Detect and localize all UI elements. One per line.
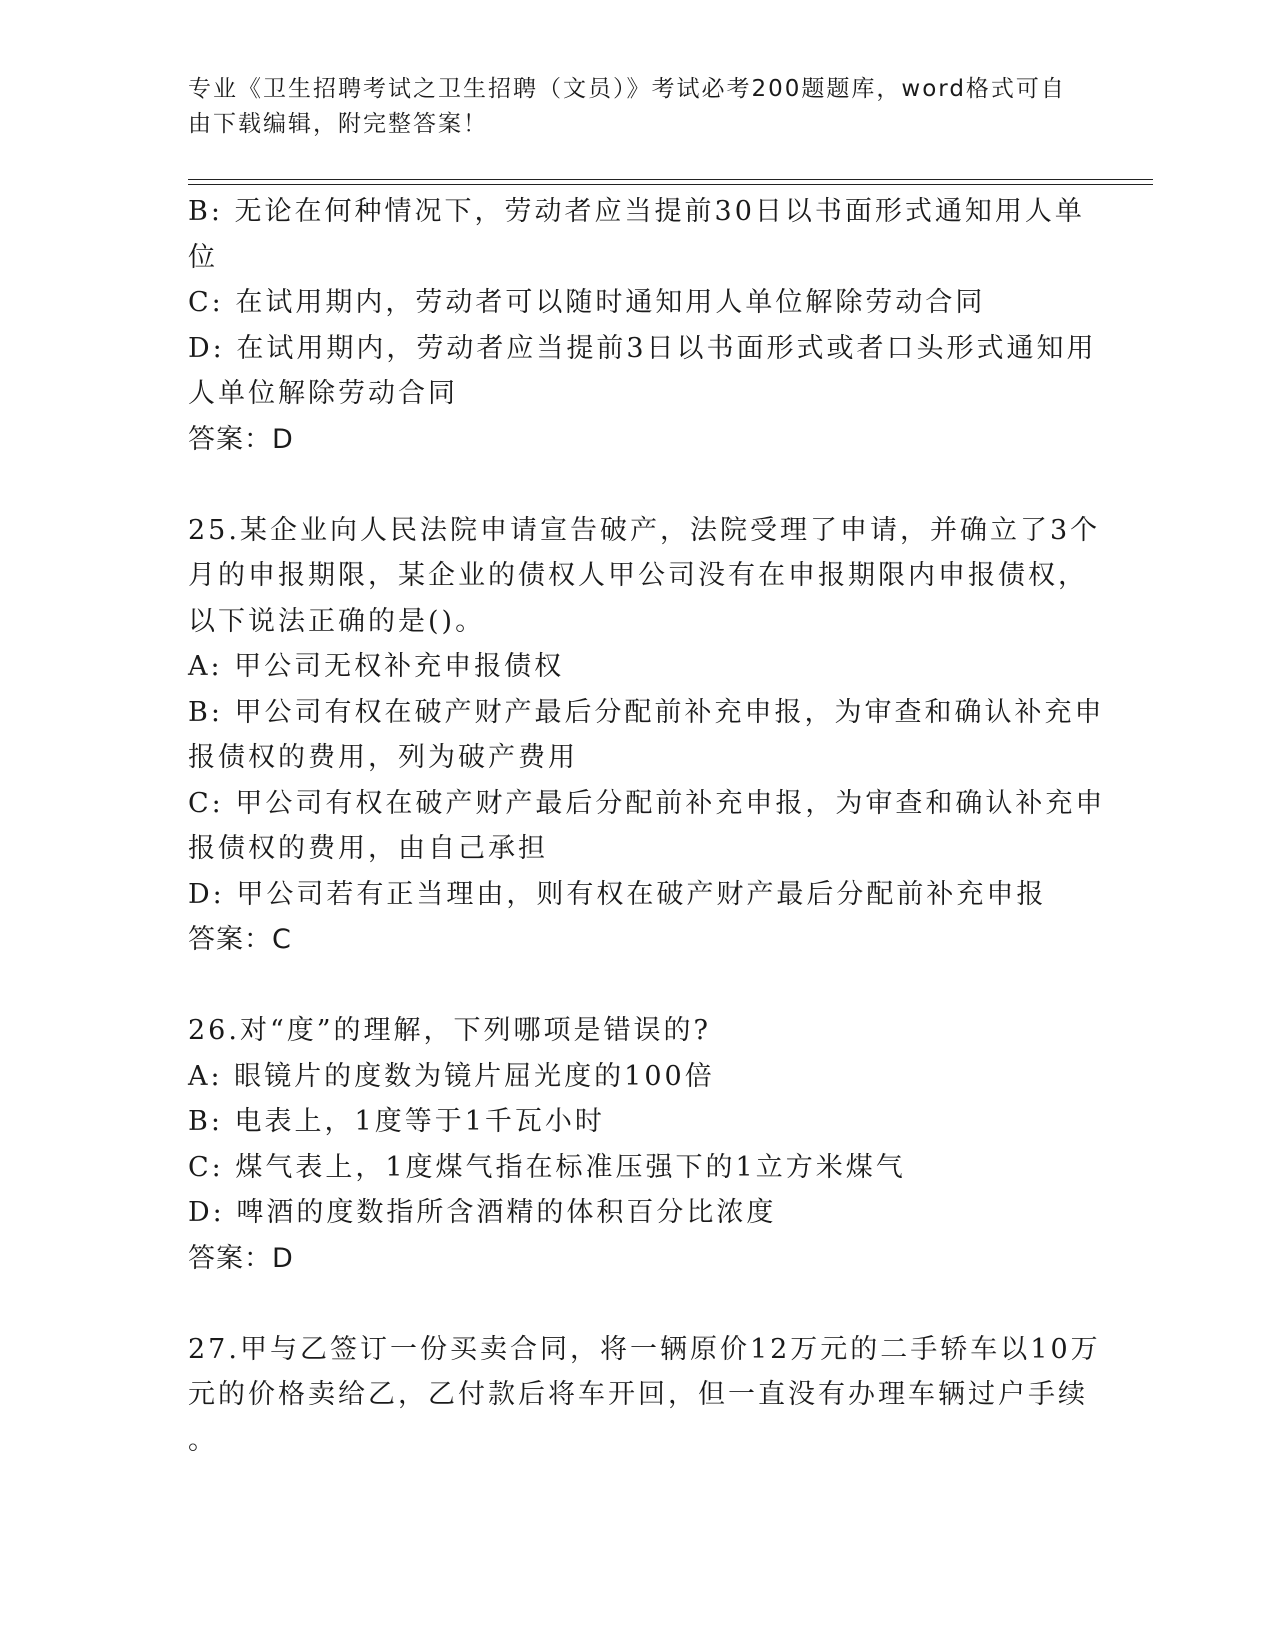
option-b: B: 无论在何种情况下，劳动者应当提前30日以书面形式通知用人单 [188, 196, 1085, 227]
spacer [188, 1281, 1078, 1327]
question-block-27 [188, 1327, 1101, 1464]
option-c-continued: 报债权的费用，由自己承担 [188, 833, 548, 864]
spacer [188, 462, 1078, 508]
option-d: D: 在试用期内，劳动者应当提前3日以书面形式或者口头形式通知用 [188, 332, 1097, 364]
header-line-2: 由下载编辑，附完整答案！ [188, 111, 488, 137]
question-block-25 [188, 508, 1106, 963]
question-stem: 26.对“度”的理解，下列哪项是错误的? [188, 1015, 712, 1046]
question-block-26 [188, 1008, 1078, 1281]
option-c: C: 甲公司有权在破产财产最后分配前补充申报，为审查和确认补充申 [188, 787, 1106, 819]
option-b: B: 电表上，1度等于1千瓦小时 [188, 1106, 605, 1137]
option-d: D: 甲公司若有正当理由，则有权在破产财产最后分配前补充申报 [188, 878, 1047, 910]
question-stem: 25.某企业向人民法院申请宣告破产，法院受理了申请，并确立了3个 [188, 514, 1101, 546]
answer-label: 答案：D [188, 423, 294, 455]
option-c: C: 煤气表上，1度煤气指在标准压强下的1立方米煤气 [188, 1151, 906, 1183]
option-a: A: 眼镜片的度数为镜片屈光度的100倍 [188, 1060, 715, 1092]
header-divider-top [188, 179, 1153, 180]
question-stem-continued: 月的申报期限，某企业的债权人甲公司没有在申报期限内申报债权， [188, 560, 1088, 591]
spacer [188, 963, 1078, 1009]
option-b-continued: 报债权的费用，列为破产费用 [188, 742, 578, 773]
question-stem-continued: 元的价格卖给乙，乙付款后将车开回，但一直没有办理车辆过户手续 [188, 1379, 1088, 1410]
question-stem: 27.甲与乙签订一份买卖合同，将一辆原价12万元的二手轿车以10万 [188, 1333, 1101, 1365]
option-d: D: 啤酒的度数指所含酒精的体积百分比浓度 [188, 1197, 777, 1228]
answer-label: 答案：C [188, 924, 292, 955]
answer-label: 答案：D [188, 1242, 294, 1274]
question-stem-continued: 以下说法正确的是()。 [188, 605, 486, 637]
option-b-continued: 位 [188, 241, 218, 273]
option-a: A: 甲公司无权补充申报债权 [188, 651, 565, 682]
header-divider-bottom [188, 184, 1153, 185]
option-d-continued: 人单位解除劳动合同 [188, 378, 458, 409]
option-c: C: 在试用期内，劳动者可以随时通知用人单位解除劳动合同 [188, 287, 986, 318]
document-body [188, 189, 1106, 1463]
header-line-1: 专业《卫生招聘考试之卫生招聘（文员）》考试必考200题题库，word格式可自 [188, 76, 1066, 102]
question-stem-continued: 。 [188, 1424, 218, 1456]
question-block-previous [188, 189, 1097, 462]
option-b: B: 甲公司有权在破产财产最后分配前补充申报，为审查和确认补充申 [188, 696, 1105, 728]
document-header [188, 72, 1078, 142]
